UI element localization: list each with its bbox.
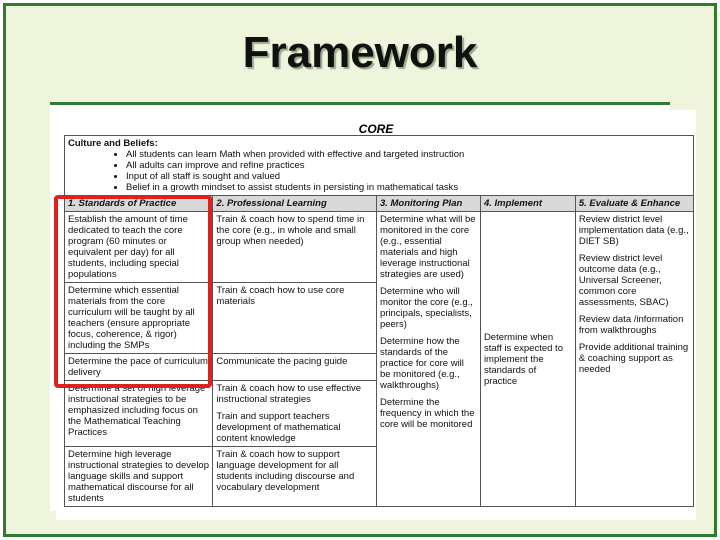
evaluate-cell [575, 212, 693, 507]
belief-item: • All students can learn Math when provided with effective and targeted instruction [126, 149, 690, 160]
title-band [6, 6, 714, 105]
beliefs-row [65, 136, 694, 196]
standards-cell-strategies: Determine a set of high leverage instructional strategies to be emphasized including focus on the Mathematical Teaching Practices [65, 381, 213, 447]
monitoring-item: Determine what will be monitored in the core (e.g., essential materials and high leverage instructional strategies are used) [379, 214, 476, 280]
monitoring-item: Determine the frequency in which the core will be monitored [379, 397, 475, 430]
monitoring-cell [376, 212, 480, 507]
professional-cell: Train & coach how to support language development for all students including discourse and vocabulary development [213, 447, 377, 507]
col-header-monitoring: 3. Monitoring Plan [376, 196, 480, 212]
beliefs-cell [65, 136, 694, 196]
belief-item: • Input of all staff is sought and valued [126, 171, 690, 182]
doc-heading: CORE [358, 122, 394, 136]
professional-cell: Communicate the pacing guide [213, 354, 377, 381]
monitoring-item: Determine who will monitor the core (e.g., principals, specialists, peers) [379, 286, 473, 330]
implement-cell: Determine when staff is expected to implement the standards of practice [480, 212, 575, 507]
framework-document [56, 110, 696, 520]
framework-table [64, 135, 694, 507]
standards-cell-materials: Determine which essential materials from the core curriculum will be taught by all teachers (ensure appropriate focus, coherence, & rigor) including the SMPs [65, 283, 213, 354]
evaluate-item: Review district level outcome data (e.g., Universal Screener, common core assessments, SBAC) [578, 253, 669, 308]
belief-item: • Belief in a growth mindset to assist students in persisting in mathematical tasks [126, 182, 690, 193]
professional-cell: Train & coach how to spend time in the core (e.g., in whole and small group when needed) [213, 212, 377, 283]
evaluate-item: Review data /information from walkthroughs [578, 314, 684, 336]
table-row [65, 212, 694, 283]
belief-item: • All adults can improve and refine practices [126, 160, 690, 171]
col-header-professional: 2. Professional Learning [213, 196, 377, 212]
standards-cell-language: Determine high leverage instructional strategies to develop language skills and support mathematical discourse for all students [65, 447, 213, 507]
evaluate-item: Review district level implementation data (e.g., DIET SB) [578, 214, 689, 247]
standards-cell-pace: Determine the pace of curriculum delivery [65, 354, 213, 381]
slide [3, 3, 717, 537]
evaluate-item: Provide additional training & coaching support as needed [578, 342, 689, 375]
professional-cell: Train & coach how to use core materials [213, 283, 377, 354]
standards-cell-time: Establish the amount of time dedicated to teach the core program (60 minutes or equivalent per day) for all students, including special populations [65, 212, 213, 283]
beliefs-title: Culture and Beliefs: [68, 138, 158, 149]
slide-title: Framework [242, 28, 478, 77]
beliefs-list [68, 149, 690, 193]
professional-item: Train and support teachers development of mathematical content knowledge [216, 411, 341, 444]
professional-item: Train & coach how to use effective instructional strategies [216, 383, 362, 405]
monitoring-item: Determine how the standards of the practice for core will be monitored (e.g., walkthroughs) [379, 336, 464, 391]
professional-cell [213, 381, 377, 447]
col-header-evaluate: 5. Evaluate & Enhance [575, 196, 693, 212]
decor-left [6, 102, 50, 534]
header-row [65, 196, 694, 212]
col-header-implement: 4. Implement [480, 196, 575, 212]
col-header-standards: 1. Standards of Practice [65, 196, 213, 212]
